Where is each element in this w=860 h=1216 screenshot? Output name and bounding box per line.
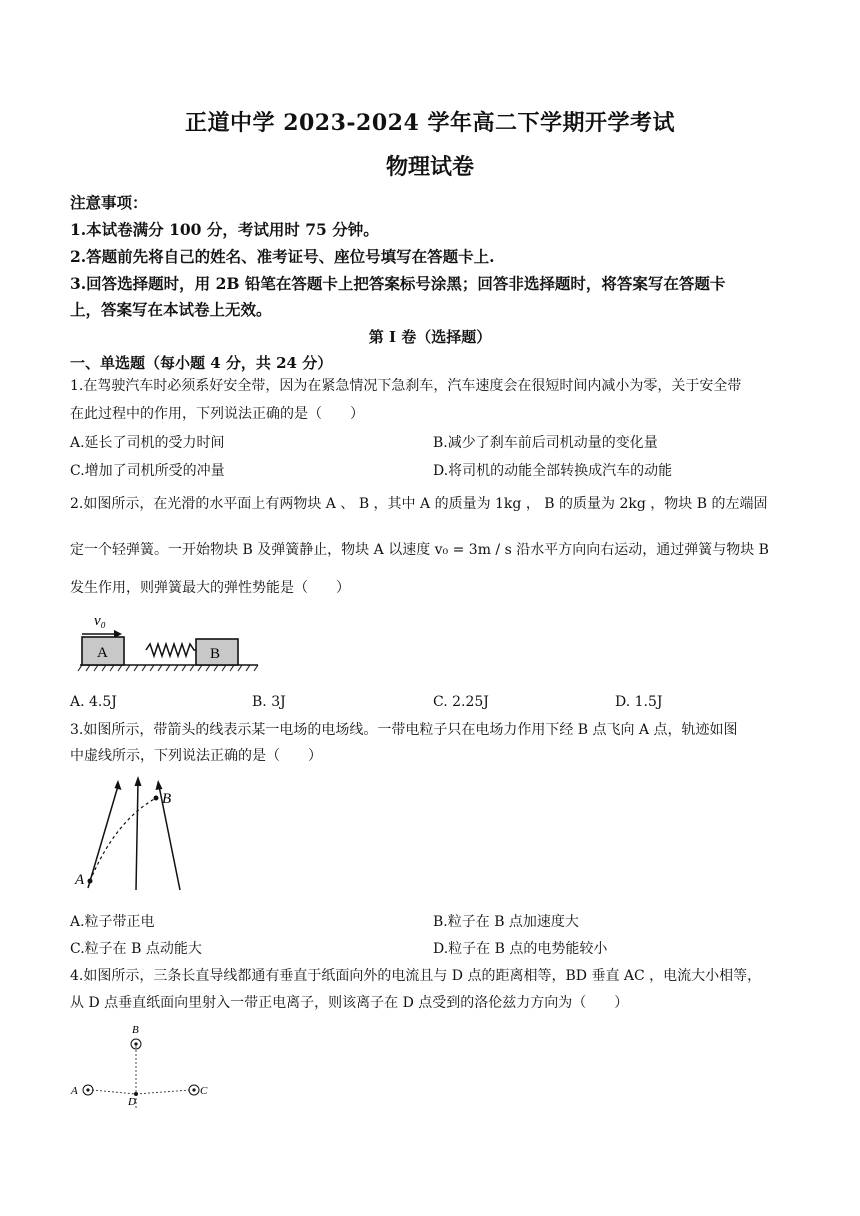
q2-spring (146, 644, 196, 656)
q3-point-a-label: A (75, 872, 85, 888)
exam-subtitle: 物理试卷 (385, 154, 474, 180)
q4-line-1: 4.如图所示，三条长直导线都通有垂直于纸面向外的电流且与 D 点的距离相等，BD 垂直 AC ，电流大小相等， (70, 968, 762, 984)
q4-point-b-label: B (132, 1024, 139, 1036)
q2-option-d: D. 1.5J (615, 694, 663, 710)
q4-point-c-label: C (200, 1085, 208, 1097)
q2-option-b: B. 3J (252, 694, 286, 710)
q2-line-3: 发生作用，则弹簧最大的弹性势能是（ ） (70, 580, 350, 596)
q3-figure (70, 776, 190, 896)
q2-velocity-label: v₀ (94, 613, 106, 629)
notice-item-2: 2.答题前先将自己的姓名、准考证号、座位号填写在答题卡上. (70, 247, 495, 266)
q3-point-b (154, 796, 159, 801)
q4-figure (68, 1022, 218, 1114)
q3-point-a (88, 879, 93, 884)
q4-line-2: 从 D 点垂直纸面向里射入一带正电离子，则该离子在 D 点受到的洛伦兹力方向为（ ） (70, 995, 629, 1011)
q3-option-a: A.粒子带正电 (70, 914, 155, 930)
section-title: 一、单选题（每小题 4 分，共 24 分） (70, 354, 333, 372)
notice-item-3: 3.回答选择题时，用 2B 铅笔在答题卡上把答案标号涂黑；回答非选择题时，将答案写在答题卡 (70, 274, 726, 293)
q1-option-a: A.延长了司机的受力时间 (70, 435, 225, 451)
q1-line-1: 1.在驾驶汽车时必须系好安全带，因为在紧急情况下急刹车，汽车速度会在很短时间内减小为零，关于安全带 (70, 378, 742, 394)
q3-line-2: 中虚线所示，下列说法正确的是（ ） (70, 748, 322, 764)
q4-point-d-label: D (128, 1096, 136, 1108)
q3-trajectory (90, 798, 156, 881)
notice-item-3-cont: 上，答案写在本试卷上无效。 (70, 300, 272, 319)
q3-option-c: C.粒子在 B 点动能大 (70, 941, 202, 957)
q3-option-d: D.粒子在 B 点的电势能较小 (433, 941, 608, 957)
q3-option-b: B.粒子在 B 点加速度大 (433, 914, 579, 930)
q2-block-a-label: A (97, 645, 108, 661)
part-title: 第 I 卷（选择题） (368, 328, 492, 346)
q2-option-a: A. 4.5J (70, 694, 117, 710)
notice-heading: 注意事项： (70, 193, 148, 212)
q1-option-b: B.减少了刹车前后司机动量的变化量 (433, 435, 658, 451)
q1-option-d: D.将司机的动能全部转换成汽车的动能 (433, 463, 673, 479)
q4-point-a-label: A (71, 1085, 78, 1097)
q2-figure (70, 608, 270, 678)
notice-item-1: 1.本试卷满分 100 分，考试用时 75 分钟。 (70, 220, 379, 239)
q2-line-2: 定一个轻弹簧。一开始物块 B 及弹簧静止，物块 A 以速度 v₀ = 3m / s 沿水平方向向右运动，通过弹簧与物块 B (70, 542, 769, 558)
q2-option-c: C. 2.25J (433, 694, 489, 710)
exam-title: 正道中学 2023-2024 学年高二下学期开学考试 (185, 110, 675, 136)
q1-option-c: C.增加了司机所受的冲量 (70, 463, 225, 479)
q2-block-b-label: B (210, 646, 221, 662)
q3-point-b-label: B (162, 791, 172, 807)
q2-line-1: 2.如图所示，在光滑的水平面上有两物块 A 、 B ，其中 A 的质量为 1kg ， B 的质量为 2kg ，物块 B 的左端固 (70, 496, 768, 512)
q1-line-2: 在此过程中的作用，下列说法正确的是（ ） (70, 406, 364, 422)
q3-line-1: 3.如图所示，带箭头的线表示某一电场的电场线。一带电粒子只在电场力作用下经 B 点飞向 A 点，轨迹如图 (70, 722, 738, 738)
